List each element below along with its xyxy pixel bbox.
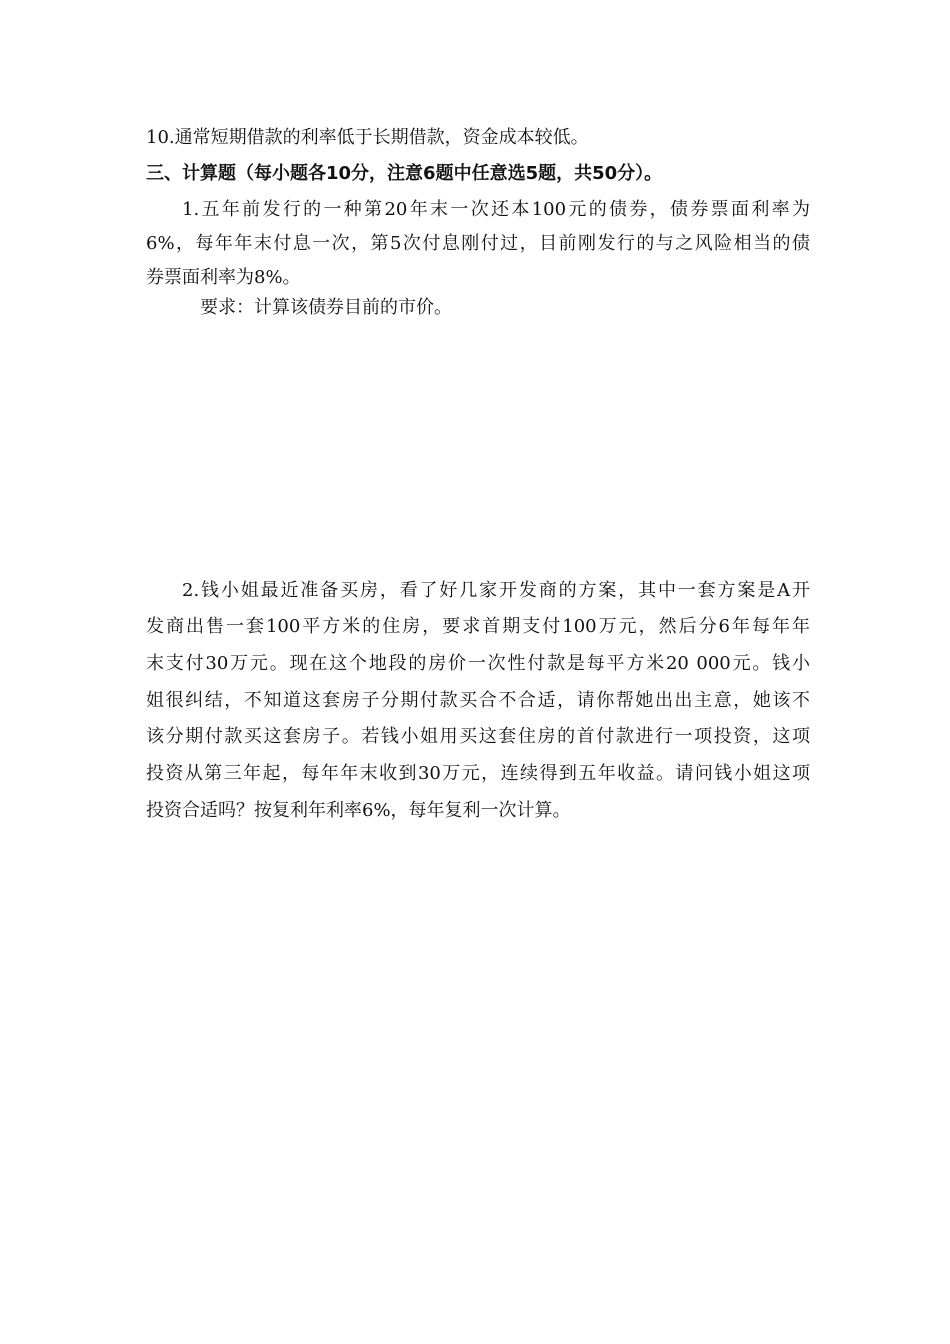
question-1-line-3: 券票面利率为8%。	[146, 267, 301, 288]
question-2-line-7: 投资合适吗？按复利年利率6%，每年复利一次计算。	[146, 800, 571, 821]
question-2-line-4: 姐很纠结，不知道这套房子分期付款买合不合适，请你帮她出出主意，她该不	[146, 690, 810, 711]
question-1-requirement: 要求：计算该债券目前的市价。	[200, 297, 452, 318]
question-1-line-2: 6%，每年年末付息一次，第5次付息刚付过，目前刚发行的与之风险相当的债	[146, 233, 810, 254]
question-2-line-3: 末支付30万元。现在这个地段的房价一次性付款是每平方米20 000元。钱小	[146, 653, 810, 674]
question-1-line-1: 1.五年前发行的一种第20年末一次还本100元的债券，债券票面利率为	[182, 199, 810, 220]
item-10-text: 10.通常短期借款的利率低于长期借款，资金成本较低。	[146, 127, 589, 148]
question-2-line-2: 发商出售一套100平方米的住房，要求首期支付100万元，然后分6年每年年	[146, 616, 810, 637]
question-2-line-5: 该分期付款买这套房子。若钱小姐用买这套住房的首付款进行一项投资，这项	[146, 726, 810, 747]
question-2-line-1: 2.钱小姐最近准备买房，看了好几家开发商的方案，其中一套方案是A开	[182, 580, 810, 601]
section-heading: 三、计算题（每小题各10分，注意6题中任意选5题，共50分）。	[146, 163, 663, 184]
question-2-line-6: 投资从第三年起，每年年末收到30万元，连续得到五年收益。请问钱小姐这项	[146, 763, 810, 784]
